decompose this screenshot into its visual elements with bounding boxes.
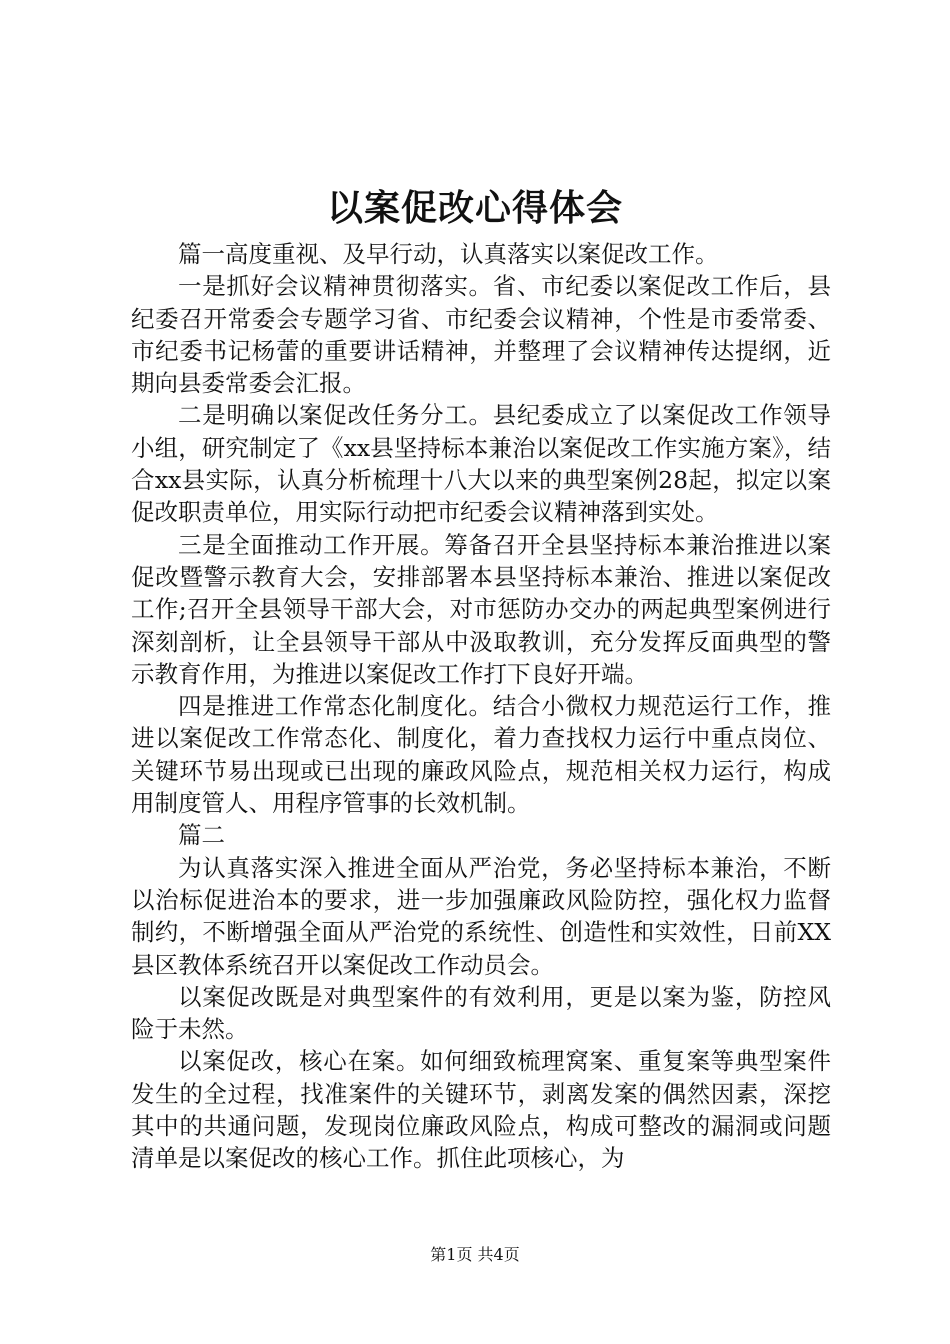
page-title: 以案促改心得体会 — [326, 187, 623, 229]
paragraph: 篇一高度重视、及早行动，认真落实以案促改工作。 — [178, 240, 719, 268]
document-body — [131, 238, 831, 1175]
paragraph: 四是推进工作常态化制度化。结合小微权力规范运行工作，推进以案促改工作常态化、制度化，着力查找权力运行中重点岗位、关键环节易出现或已出现的廉政风险点，规范相关权力运行，构成用制度管人、用程序管事的长效机制。 — [131, 692, 831, 818]
page-footer: 第1页 共4页 — [430, 1245, 520, 1264]
paragraph: 三是全面推动工作开展。筹备召开全县坚持标本兼治推进以案促改暨警示教育大会，安排部署本县坚持标本兼治、推进以案促改工作;召开全县领导干部大会，对市惩防办交办的两起典型案例进行深刻剖析，让全县领导干部从中汲取教训，充分发挥反面典型的警示教育作用，为推进以案促改工作打下良好开端。 — [131, 530, 831, 688]
paragraph: 以案促改，核心在案。如何细致梳理窝案、重复案等典型案件发生的全过程，找准案件的关键环节，剥离发案的偶然因素，深挖其中的共通问题，发现岗位廉政风险点，构成可整改的漏洞或问题清单是以案促改的核心工作。抓住此项核心，为 — [131, 1047, 831, 1173]
section-heading: 篇二 — [178, 821, 225, 850]
paragraph: 一是抓好会议精神贯彻落实。省、市纪委以案促改工作后，县纪委召开常委会专题学习省、市纪委会议精神，个性是市委常委、市纪委书记杨蕾的重要讲话精神，并整理了会议精神传达提纲，近期向县委常委会汇报。 — [131, 272, 831, 398]
paragraph: 二是明确以案促改任务分工。县纪委成立了以案促改工作领导小组，研究制定了《xx县坚持标本兼治以案促改工作实施方案》，结合xx县实际，认真分析梳理十八大以来的典型案例28起，拟定以案促改职责单位，用实际行动把市纪委会议精神落到实处。 — [131, 401, 831, 527]
paragraph: 为认真落实深入推进全面从严治党，务必坚持标本兼治，不断以治标促进治本的要求，进一步加强廉政风险防控，强化权力监督制约，不断增强全面从严治党的系统性、创造性和实效性，日前XX县区教体系统召开以案促改工作动员会。 — [131, 853, 831, 979]
paragraph: 以案促改既是对典型案件的有效利用，更是以案为鉴，防控风险于未然。 — [131, 982, 831, 1044]
